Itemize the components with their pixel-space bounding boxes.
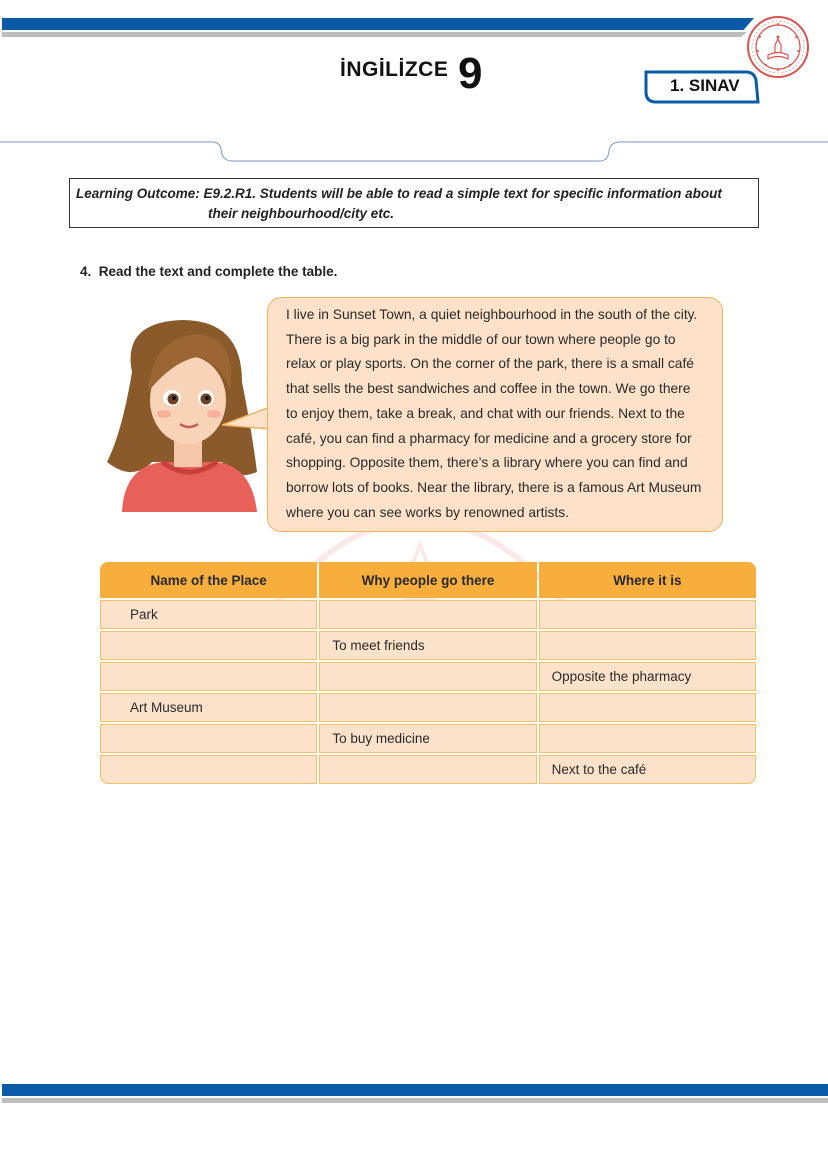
reading-line: relax or play sports. On the corner of the park, there is a small café <box>286 356 694 372</box>
cell-location[interactable] <box>539 600 756 629</box>
cell-reason[interactable] <box>319 600 536 629</box>
reading-line: I live in Sunset Town, a quiet neighbourhood in the south of the city. <box>286 307 698 322</box>
reading-line: borrow lots of books. Near the library, there is a famous Art Museum <box>286 479 702 495</box>
footer-gray-bar <box>2 1098 828 1103</box>
question-prompt <box>80 264 337 279</box>
learning-outcome-box <box>69 178 759 228</box>
reading-line: where you can see works by renowned artists. <box>286 504 569 520</box>
table-header-row <box>100 562 756 598</box>
cell-place[interactable]: Park <box>100 600 317 629</box>
learning-outcome-line1: Learning Outcome: E9.2.R1. Students will be able to read a simple text for specific information about <box>76 186 722 201</box>
reading-line: shopping. Opposite them, there’s a library where you can find and <box>286 455 688 471</box>
exam-label: 1. SINAV <box>670 76 740 95</box>
table-row <box>100 600 756 629</box>
cell-place[interactable] <box>100 662 317 691</box>
cell-reason[interactable]: To meet friends <box>319 631 536 660</box>
table-row <box>100 724 756 753</box>
question-instruction: Read the text and complete the table. <box>98 264 338 279</box>
grade-number: 9 <box>458 49 483 98</box>
cell-place[interactable] <box>100 631 317 660</box>
footer-blue-bar <box>2 1084 828 1096</box>
cell-location[interactable] <box>539 631 756 660</box>
cell-location[interactable] <box>539 724 756 753</box>
places-table <box>98 560 758 786</box>
reading-line: There is a big park in the middle of our town where people go to <box>286 331 676 347</box>
cell-place[interactable]: Art Museum <box>100 693 317 722</box>
reading-line: to enjoy them, take a break, and chat with our friends. Next to the <box>286 405 685 421</box>
table-row <box>100 755 756 784</box>
header-gray-bar <box>2 32 747 37</box>
cell-location[interactable]: Opposite the pharmacy <box>539 662 756 691</box>
learning-outcome-line2: their neighbourhood/city etc. <box>208 206 395 221</box>
cell-location[interactable]: Next to the café <box>539 755 756 784</box>
header-where-it-is: Where it is <box>539 562 756 598</box>
question-number: 4. <box>80 264 92 279</box>
reading-line: that sells the best sandwiches and coffee in the town. We go there <box>286 381 691 397</box>
cell-reason[interactable] <box>319 755 536 784</box>
cell-reason[interactable]: To buy medicine <box>319 724 536 753</box>
header-divider <box>0 135 828 167</box>
reading-line: café, you can find a pharmacy for medicine and a grocery store for <box>286 430 692 446</box>
subject-title: İNGİLİZCE <box>340 58 449 81</box>
table-row <box>100 631 756 660</box>
header-why-people-go: Why people go there <box>319 562 536 598</box>
table-row <box>100 693 756 722</box>
cell-place[interactable] <box>100 724 317 753</box>
speech-bubble-tail <box>222 405 270 433</box>
cell-location[interactable] <box>539 693 756 722</box>
cell-place[interactable] <box>100 755 317 784</box>
cell-reason[interactable] <box>319 662 536 691</box>
header-name-of-place: Name of the Place <box>100 562 317 598</box>
cell-reason[interactable] <box>319 693 536 722</box>
table-row <box>100 662 756 691</box>
header-blue-bar <box>2 18 754 30</box>
reading-text-bubble <box>267 297 723 532</box>
